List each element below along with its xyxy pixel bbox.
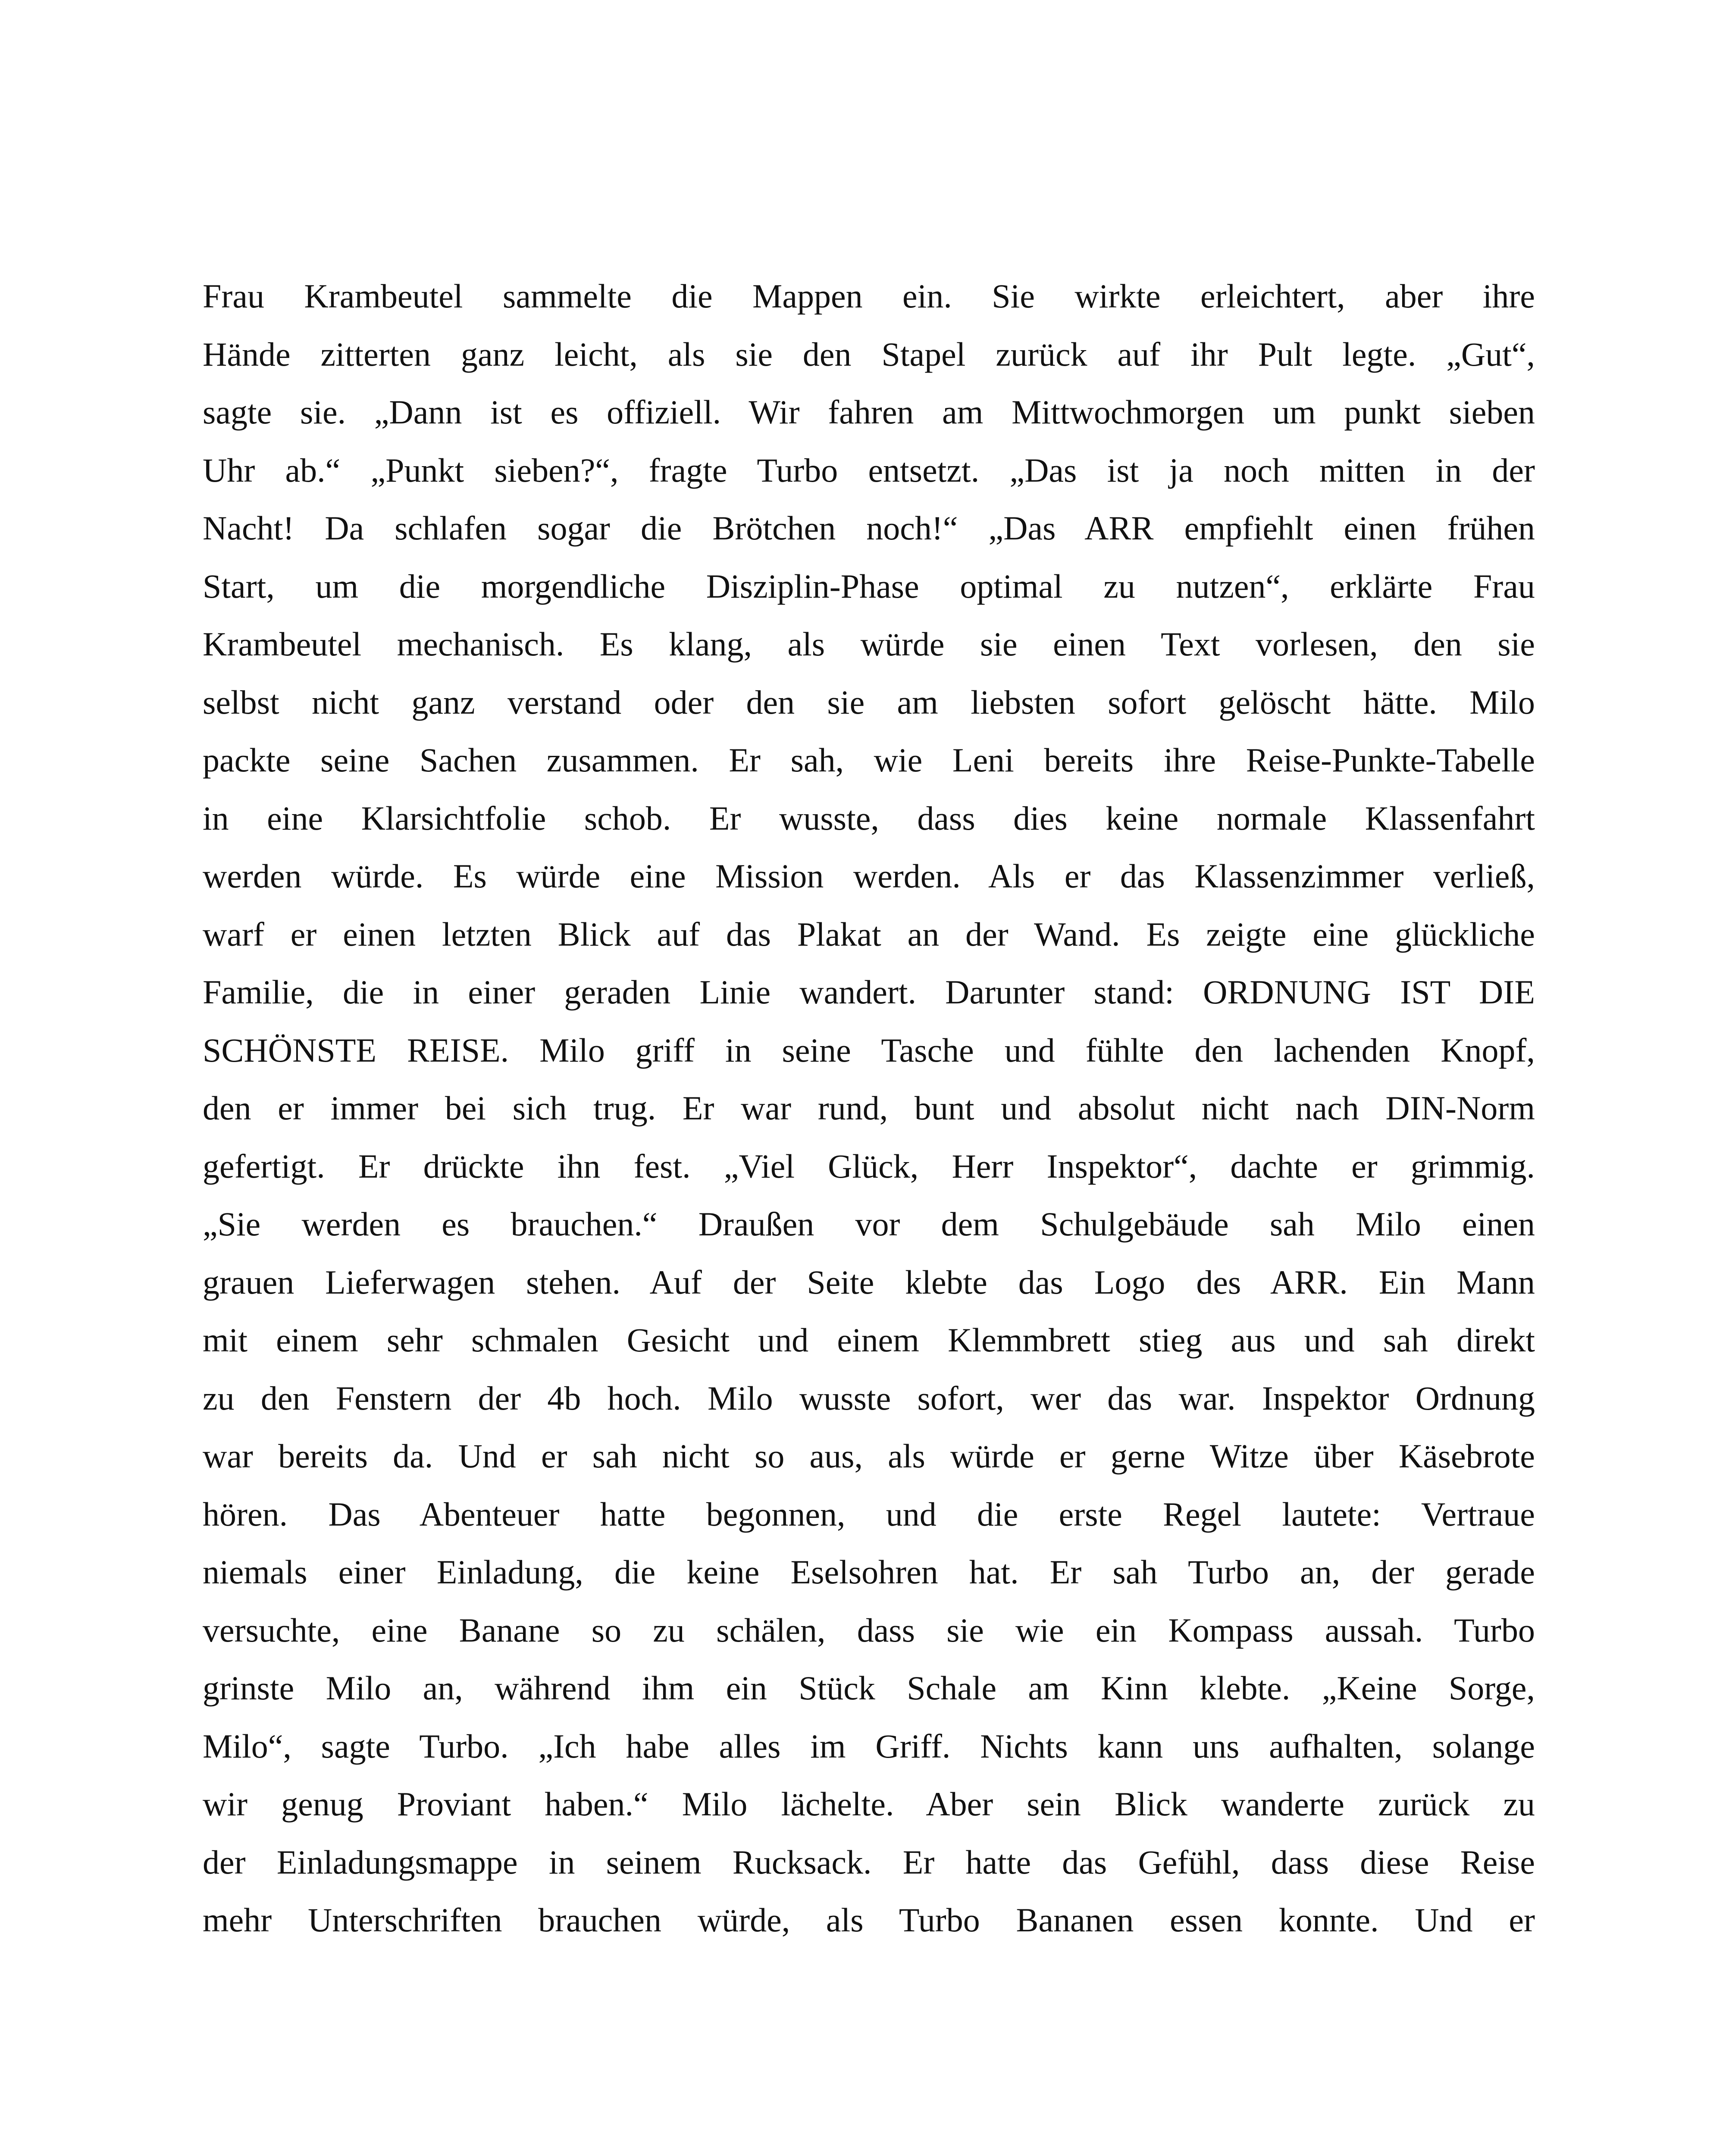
text-line: hören. Das Abenteuer hatte begonnen, und die erste Regel lautete: Vertraue [203, 1495, 1535, 1533]
text-line: packte seine Sachen zusammen. Er sah, wie Leni bereits ihre Reise-Punkte-Tabelle [203, 741, 1535, 779]
text-line: war bereits da. Und er sah nicht so aus, als würde er gerne Witze über Käsebrote [203, 1437, 1535, 1475]
text-line: den er immer bei sich trug. Er war rund, bunt und absolut nicht nach DIN-Norm [203, 1089, 1535, 1127]
text-line: warf er einen letzten Blick auf das Plakat an der Wand. Es zeigte eine glückliche [203, 915, 1535, 953]
text-line: wir genug Proviant haben.“ Milo lächelte. Aber sein Blick wanderte zurück zu [203, 1785, 1535, 1823]
text-line: zu den Fenstern der 4b hoch. Milo wusste sofort, wer das war. Inspektor Ordnung [203, 1379, 1535, 1417]
text-line: SCHÖNSTE REISE. Milo griff in seine Tasche und fühlte den lachenden Knopf, [203, 1031, 1535, 1069]
text-line: „Sie werden es brauchen.“ Draußen vor dem Schulgebäude sah Milo einen [203, 1205, 1535, 1243]
body-text [203, 267, 1535, 1949]
text-line: Uhr ab.“ „Punkt sieben?“, fragte Turbo entsetzt. „Das ist ja noch mitten in der [203, 451, 1535, 489]
text-line: grauen Lieferwagen stehen. Auf der Seite klebte das Logo des ARR. Ein Mann [203, 1263, 1535, 1301]
text-line: grinste Milo an, während ihm ein Stück Schale am Kinn klebte. „Keine Sorge, [203, 1669, 1535, 1707]
text-line: in eine Klarsichtfolie schob. Er wusste, dass dies keine normale Klassenfahrt [203, 799, 1535, 837]
text-line: Frau Krambeutel sammelte die Mappen ein. Sie wirkte erleichtert, aber ihre [203, 277, 1535, 315]
text-line: Start, um die morgendliche Disziplin-Phase optimal zu nutzen“, erklärte Frau [203, 567, 1535, 605]
text-line: Familie, die in einer geraden Linie wandert. Darunter stand: ORDNUNG IST DIE [203, 973, 1535, 1011]
text-line: gefertigt. Er drückte ihn fest. „Viel Glück, Herr Inspektor“, dachte er grimmig. [203, 1147, 1535, 1185]
text-line: versuchte, eine Banane so zu schälen, dass sie wie ein Kompass aussah. Turbo [203, 1611, 1535, 1649]
text-line: der Einladungsmappe in seinem Rucksack. Er hatte das Gefühl, dass diese Reise [203, 1843, 1535, 1881]
text-line: mehr Unterschriften brauchen würde, als Turbo Bananen essen konnte. Und er [203, 1901, 1535, 1939]
text-line: Milo“, sagte Turbo. „Ich habe alles im Griff. Nichts kann uns aufhalten, solange [203, 1727, 1535, 1765]
text-line: sagte sie. „Dann ist es offiziell. Wir fahren am Mittwochmorgen um punkt sieben [203, 393, 1535, 431]
text-line: Hände zitterten ganz leicht, als sie den Stapel zurück auf ihr Pult legte. „Gut“, [203, 335, 1535, 373]
text-line: Nacht! Da schlafen sogar die Brötchen noch!“ „Das ARR empfiehlt einen frühen [203, 509, 1535, 547]
text-line: selbst nicht ganz verstand oder den sie am liebsten sofort gelöscht hätte. Milo [203, 683, 1535, 721]
text-line: niemals einer Einladung, die keine Eselsohren hat. Er sah Turbo an, der gerade [203, 1553, 1535, 1591]
text-line: Krambeutel mechanisch. Es klang, als würde sie einen Text vorlesen, den sie [203, 625, 1535, 663]
text-line: werden würde. Es würde eine Mission werden. Als er das Klassenzimmer verließ, [203, 857, 1535, 895]
text-line: mit einem sehr schmalen Gesicht und einem Klemmbrett stieg aus und sah direkt [203, 1321, 1535, 1359]
